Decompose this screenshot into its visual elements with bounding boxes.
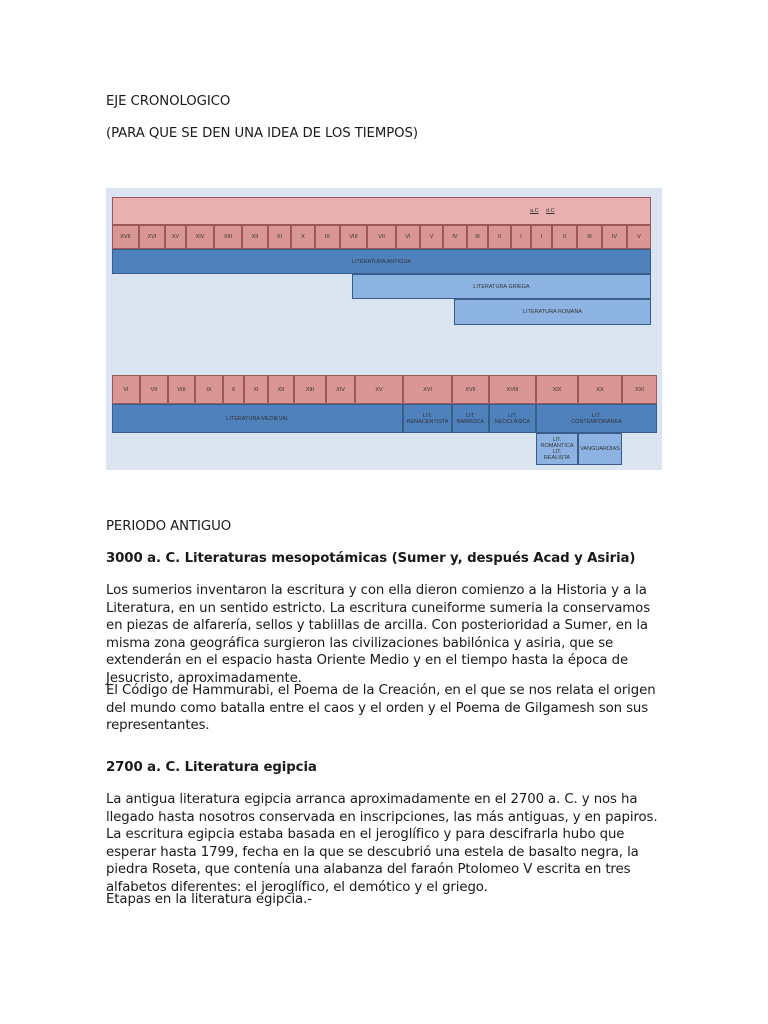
century-cell: XVI [403,375,452,404]
band-lit-barroca: LIT. BARROCA [452,404,489,433]
chronology-timeline [106,188,662,470]
century-cell: VIII [168,375,195,404]
band-lit-romantica-realista: LIT. ROMÁNTICA LIT. REALISTA [536,433,578,465]
document-subheading: (PARA QUE SE DEN UNA IDEA DE LOS TIEMPOS) [106,126,418,141]
century-cell: XXI [622,375,657,404]
century-cell: XX [578,375,622,404]
century-cell: XVII [112,225,139,249]
century-cell: XVI [139,225,165,249]
band-literatura-romana: LITERATURA ROMANA [454,299,651,325]
century-cell: IX [315,225,340,249]
section-periodo-antiguo: PERIODO ANTIGUO [106,519,232,534]
century-cell: XI [244,375,268,404]
century-cell: VIII [340,225,367,249]
century-cell: V [420,225,443,249]
document-heading: EJE CRONOLOGICO [106,94,231,109]
section1-title: 3000 a. C. Literaturas mesopotámicas (Sumer y, después Acad y Asiria) [106,551,636,566]
band-literatura-antigua: LITERATURA ANTIGUA [112,249,651,274]
century-cell: IV [602,225,627,249]
century-cell: XIX [536,375,578,404]
century-cell: XV [355,375,403,404]
century-cell: IV [443,225,467,249]
section1-paragraph-2: El Código de Hammurabi, el Poema de la Creación, en el que se nos relata el origen del mundo como batalla entre el caos y el orden y el Poema de Gilgamesh son sus representantes. [106,683,656,733]
century-cell: IX [195,375,223,404]
century-cell: III [577,225,602,249]
band-literatura-griega: LITERATURA GRIEGA [352,274,651,299]
century-cell: X [223,375,244,404]
century-cell: VI [112,375,140,404]
band-lit-contemporanea: LIT. CONTEMPORÁNEA [536,404,657,433]
era-label-ad: d.C [546,208,555,214]
band-lit-neoclasica: LIT. NEOCLÁSICA [489,404,536,433]
section2-paragraph-2: Etapas en la literatura egipcia.- [106,892,312,907]
century-cell: III [467,225,488,249]
era-label-bc: a.C [530,208,539,214]
century-cell: XVIII [489,375,536,404]
century-cell: VII [140,375,168,404]
century-cell: XII [242,225,268,249]
century-cell: V [627,225,651,249]
century-cell: XVII [452,375,489,404]
century-cell: II [488,225,511,249]
century-cell: XIII [294,375,326,404]
section2-title: 2700 a. C. Literatura egipcia [106,760,317,775]
century-cell: XV [165,225,186,249]
century-cell: XIII [214,225,242,249]
century-cell: XII [268,375,294,404]
century-cell: I [531,225,552,249]
century-cell: XIV [326,375,355,404]
section2-paragraph-1: La antigua literatura egipcia arranca aproximadamente en el 2700 a. C. y nos ha llegado hasta nosotros conservada en inscripciones, las más antiguas, y en papiros. La escritura egipcia estaba basada en el jeroglífico y para descifrarla hubo que esperar hasta 1799, fecha en la que se descubrió una estela de basalto negra, la piedra Roseta, que contenía una alabanza del faraón Ptolomeo V escrita en tres alfabetos diferentes: el jeroglífico, el demótico y el griego. [106,792,658,895]
band-lit-renacentista: LIT. RENACENTISTA [403,404,452,433]
band-vanguardias: VANGUARDIAS [578,433,622,465]
section1-paragraph-1: Los sumerios inventaron la escritura y con ella dieron comienzo a la Historia y a la Literatura, en un sentido estricto. La escritura cuneiforme sumeria la conservamos en piezas de alfarería, sellos y tablillas de arcilla. Con posterioridad a Sumer, en la misma zona geográfica surgieron las civilizaciones babilónica y asiria, que se extenderán en el espacio hasta Oriente Medio y en el tiempo hasta la época de Jesucristo, aproximadamente. [106,583,651,686]
century-cell: VI [396,225,420,249]
era-header-bar [112,197,651,225]
century-cell: X [291,225,315,249]
century-cell: XIV [186,225,214,249]
century-cell: II [552,225,577,249]
century-cell: XI [268,225,291,249]
band-literatura-medieval: LITERATURA MEDIEVAL [112,404,403,433]
century-cell: I [511,225,531,249]
century-cell: VII [367,225,396,249]
